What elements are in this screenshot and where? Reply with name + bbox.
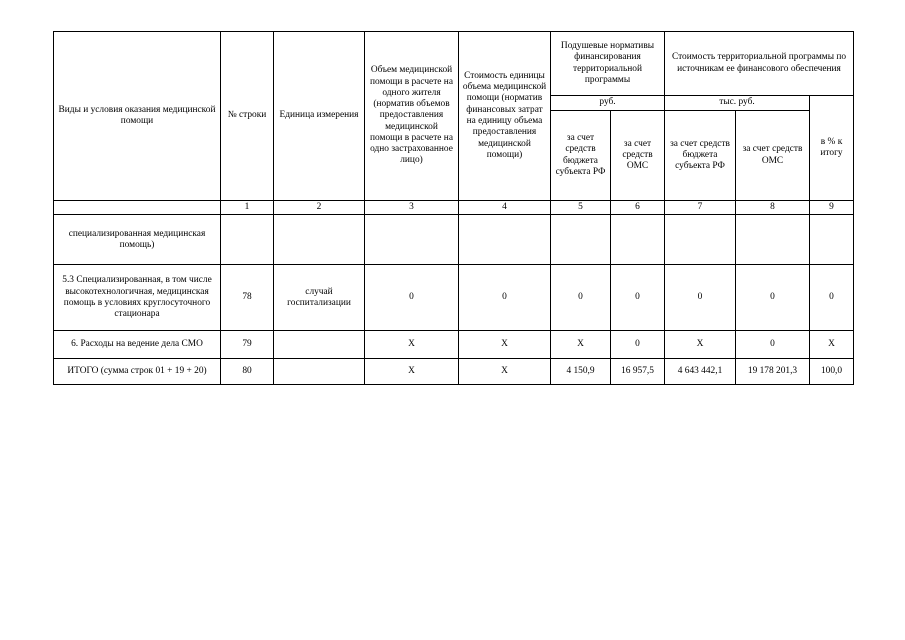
row-unit [274, 215, 365, 265]
header-cost: Стоимость единицы объема медицинской помощи (норматив финансовых затрат на единицу объема предоставления медицинской помощи) [459, 32, 551, 201]
row-c8: 0 [736, 331, 810, 359]
header-unit-thous-rub: тыс. руб. [665, 96, 810, 111]
row-c6: 0 [611, 331, 665, 359]
header-percent: в % к итогу [810, 96, 854, 201]
header-sub-budget-2: за счет средств бюджета субъекта РФ [665, 111, 736, 201]
column-number: 7 [665, 201, 736, 215]
row-c7: X [665, 331, 736, 359]
row-c4: 0 [459, 265, 551, 331]
row-c4 [459, 215, 551, 265]
row-c5: 4 150,9 [551, 359, 611, 385]
row-c5 [551, 215, 611, 265]
header-sub-oms-1: за счет средств ОМС [611, 111, 665, 201]
row-kind: 5.3 Специализированная, в том числе высокотехнологичная, медицинская помощь в условиях круглосуточного стационара [54, 265, 221, 331]
column-number: 4 [459, 201, 551, 215]
row-unit: случай госпитализации [274, 265, 365, 331]
column-numbers-row [54, 201, 854, 215]
column-number: 9 [810, 201, 854, 215]
column-number: 2 [274, 201, 365, 215]
row-c9: 0 [810, 265, 854, 331]
column-number: 5 [551, 201, 611, 215]
table-row [54, 331, 854, 359]
column-number [54, 201, 221, 215]
row-c4: X [459, 359, 551, 385]
row-num: 79 [221, 331, 274, 359]
row-c6 [611, 215, 665, 265]
table-row [54, 215, 854, 265]
row-c8: 19 178 201,3 [736, 359, 810, 385]
header-unit-rub: руб. [551, 96, 665, 111]
row-c3: X [365, 359, 459, 385]
row-c5: 0 [551, 265, 611, 331]
header-volume: Объем медицинской помощи в расчете на одного жителя (норматив объемов предоставления медицинской помощи в расчете на одно застрахованное лицо) [365, 32, 459, 201]
column-number: 6 [611, 201, 665, 215]
row-num: 80 [221, 359, 274, 385]
row-c8: 0 [736, 265, 810, 331]
header-unit: Единица измерения [274, 32, 365, 201]
row-c5: X [551, 331, 611, 359]
row-kind: 6. Расходы на ведение дела СМО [54, 331, 221, 359]
row-c6: 16 957,5 [611, 359, 665, 385]
row-c9: X [810, 331, 854, 359]
header-kind: Виды и условия оказания медицинской помощи [54, 32, 221, 201]
header-rownum: № строки [221, 32, 274, 201]
header-program: Стоимость территориальной программы по источникам ее финансового обеспечения [665, 32, 854, 96]
row-c7 [665, 215, 736, 265]
row-num [221, 215, 274, 265]
row-c6: 0 [611, 265, 665, 331]
row-c9: 100,0 [810, 359, 854, 385]
row-num: 78 [221, 265, 274, 331]
row-c9 [810, 215, 854, 265]
header-percapita: Подушевые нормативы финансирования территориальной программы [551, 32, 665, 96]
row-c3: X [365, 331, 459, 359]
header-sub-oms-2: за счет средств ОМС [736, 111, 810, 201]
table-row-total [54, 359, 854, 385]
row-kind: ИТОГО (сумма строк 01 + 19 + 20) [54, 359, 221, 385]
header-sub-budget-1: за счет средств бюджета субъекта РФ [551, 111, 611, 201]
row-unit [274, 359, 365, 385]
column-number: 8 [736, 201, 810, 215]
table-row [54, 265, 854, 331]
row-c4: X [459, 331, 551, 359]
row-c7: 4 643 442,1 [665, 359, 736, 385]
column-number: 3 [365, 201, 459, 215]
row-kind: специализированная медицинская помощь) [54, 215, 221, 265]
row-c8 [736, 215, 810, 265]
column-number: 1 [221, 201, 274, 215]
row-c3 [365, 215, 459, 265]
row-c3: 0 [365, 265, 459, 331]
financial-table [53, 31, 854, 385]
row-unit [274, 331, 365, 359]
row-c7: 0 [665, 265, 736, 331]
